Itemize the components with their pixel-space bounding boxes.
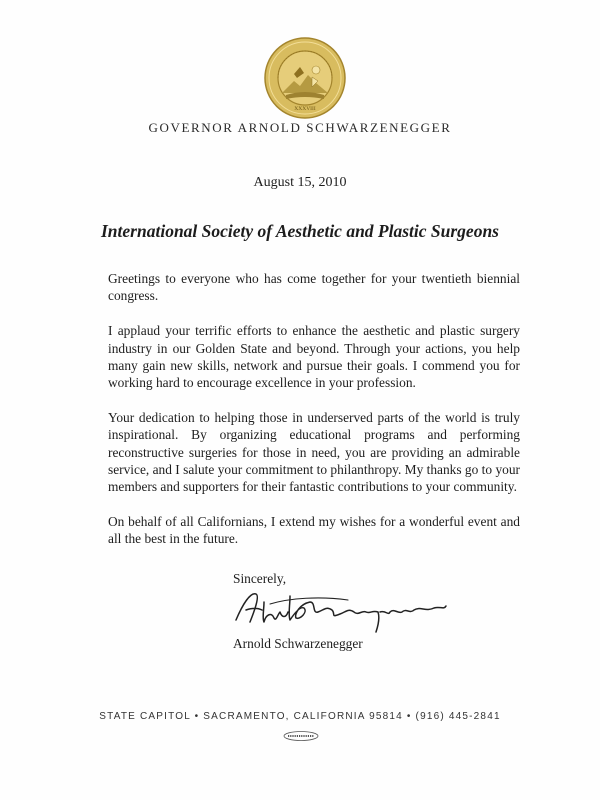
great-seal-of-california-icon (264, 37, 346, 119)
paragraph-greeting: Greetings to everyone who has come together for your twentieth biennial congress. (108, 271, 520, 304)
paragraph-wishes: On behalf of all Californians, I extend my wishes for a wonderful event and all the best in the future. (108, 514, 520, 547)
letterhead-title: GOVERNOR ARNOLD SCHWARZENEGGER (148, 120, 452, 135)
svg-text:XXXVIII: XXXVIII (294, 106, 316, 112)
letter-date: August 15, 2010 (253, 175, 347, 190)
printer-union-bug-icon (283, 731, 319, 741)
letterhead-footer-address: STATE CAPITOL • SACRAMENTO, CALIFORNIA 95814 • (916) 445-2841 (99, 711, 501, 722)
paragraph-dedication: Your dedication to helping those in underserved parts of the world is truly inspirational. By organizing educational programs and performing reconstructive surgeries for those in need, you are providing an admirable service, and I salute your commitment to philanthropy. My thanks go to your members and supporters for their fantastic contributions to your community. (108, 410, 520, 495)
letter-closing: Sincerely, (233, 571, 287, 586)
letter-recipient: International Society of Aesthetic and Plastic Surgeons (101, 221, 499, 241)
paragraph-applaud: I applaud your terrific efforts to enhance the aesthetic and plastic surgery industry in our Golden State and beyond. Through your actions, you help many gain new skills, network and pursue their goals. I commend you for working hard to encourage excellence in your profession. (108, 323, 520, 391)
signer-name: Arnold Schwarzenegger (233, 636, 363, 651)
handwritten-signature (230, 584, 450, 636)
letter-body (108, 270, 520, 566)
